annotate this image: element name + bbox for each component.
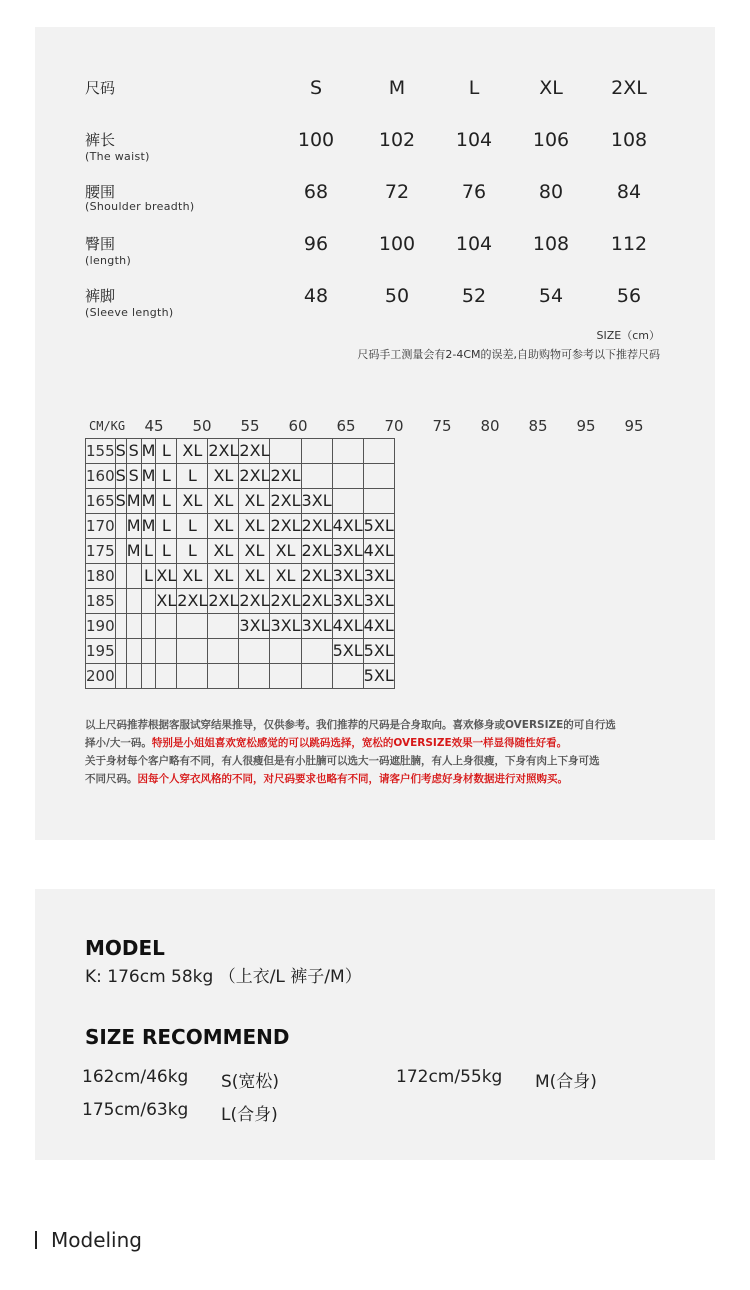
grid-cell [363,489,394,514]
grid-cell: M [141,464,156,489]
grid-cell: L [141,539,156,564]
grid-cell: 2XL [301,514,332,539]
grid-cell: 4XL [332,614,363,639]
grid-cell: L [156,514,177,539]
grid-cell: L [141,564,156,589]
grid-cell [301,439,332,464]
grid-cell [115,639,126,664]
note-text: 择小/大一码。 [85,737,152,749]
grid-cell: 2XL [270,464,301,489]
note-highlight: 因每个人穿衣风格的不同，对尺码要求也略有不同，请客户们考虑好身材数据进行对照购买。 [137,773,568,785]
grid-cell: 2XL [208,439,239,464]
grid-cell [115,564,126,589]
grid-cell [208,664,239,689]
size-value: 96 [303,233,329,255]
grid-cell: 4XL [363,614,394,639]
title-bar-accent [35,1231,37,1249]
grid-cell [270,639,301,664]
grid-cell: XL [208,539,239,564]
weight-label: 95 [576,417,596,435]
grid-cell: 4XL [363,539,394,564]
note-line: 关于身材每个客户略有不同，有人很瘦但是有小肚腩可以选大一码遮肚腩，有人上身很瘦，下身有肉上下身可选 [85,755,600,767]
row-sublabel: (The waist) [85,150,150,163]
grid-cell: S [115,439,126,464]
grid-row [86,539,395,564]
grid-cell [301,664,332,689]
size-value: 112 [610,233,648,255]
recommend-spec: 162cm/46kg [82,1067,189,1087]
grid-cell [156,664,177,689]
grid-row [86,564,395,589]
size-value: 100 [297,129,335,151]
grid-cell: L [177,539,208,564]
grid-cell: 2XL [208,589,239,614]
size-value: 108 [532,233,570,255]
height-label: 180 [86,564,116,589]
grid-row [86,514,395,539]
weight-label: 60 [288,417,308,435]
size-value: 54 [538,285,564,307]
grid-cell: 3XL [239,614,270,639]
grid-cell: 2XL [270,489,301,514]
grid-cell: L [177,464,208,489]
grid-cell: XL [239,539,270,564]
measurement-error-note: 尺码手工测量会有2-4CM的误差,自助购物可参考以下推荐尺码 [357,348,660,361]
grid-cell [115,539,126,564]
weight-label: 65 [336,417,356,435]
size-value: 108 [610,129,648,151]
size-m: M [388,77,406,99]
grid-cell [332,439,363,464]
grid-cell: 2XL [270,514,301,539]
size-value: 50 [384,285,410,307]
grid-cell [363,464,394,489]
grid-cell: S [115,489,126,514]
grid-cell: L [156,539,177,564]
grid-cell: XL [239,514,270,539]
grid-cell [126,614,141,639]
grid-cell: XL [208,464,239,489]
grid-cell: M [126,539,141,564]
size-xl: XL [539,77,563,99]
grid-cell: L [156,489,177,514]
grid-cell [141,664,156,689]
note-line [85,770,665,788]
grid-row [86,589,395,614]
grid-cell: XL [156,564,177,589]
grid-cell: S [126,464,141,489]
size-chart-panel [35,27,715,840]
grid-cell [239,664,270,689]
grid-cell [115,514,126,539]
grid-cell: XL [156,589,177,614]
model-heading: MODEL [85,936,165,960]
row-label: 裤长 [85,131,116,149]
grid-cell: XL [208,489,239,514]
size-header-label: 尺码 [85,79,116,97]
recommend-size: S(宽松) [221,1072,280,1092]
row-label: 臀围 [85,235,116,253]
grid-cell [177,614,208,639]
grid-cell [270,664,301,689]
model-info: K: 176cm 58kg （上衣/L 裤子/M） [85,967,362,987]
size-value: 76 [461,181,487,203]
grid-cell: M [126,489,141,514]
size-unit-note: SIZE（cm） [596,329,660,342]
size-value: 72 [384,181,410,203]
height-label: 195 [86,639,116,664]
size-value: 84 [616,181,642,203]
size-value: 80 [538,181,564,203]
grid-cell [141,614,156,639]
grid-cell: 5XL [363,639,394,664]
grid-cell: 5XL [332,639,363,664]
grid-cell: XL [208,564,239,589]
size-value: 52 [461,285,487,307]
grid-cell [126,639,141,664]
grid-cell: 3XL [332,589,363,614]
grid-cell [208,639,239,664]
weight-label: 80 [480,417,500,435]
weight-label: 70 [384,417,404,435]
recommend-spec: 172cm/55kg [396,1067,503,1087]
grid-cell [156,614,177,639]
grid-cell: 2XL [177,589,208,614]
grid-cell [115,589,126,614]
grid-cell: M [141,514,156,539]
height-label: 185 [86,589,116,614]
row-label: 腰围 [85,183,116,201]
note-line [85,734,665,752]
weight-header-row [85,417,665,437]
grid-cell: 2XL [301,564,332,589]
grid-cell [332,464,363,489]
size-value: 102 [378,129,416,151]
size-value: 104 [455,233,493,255]
size-value: 68 [303,181,329,203]
grid-cell: XL [208,514,239,539]
grid-cell [208,614,239,639]
grid-cell: 3XL [270,614,301,639]
grid-cell: XL [239,489,270,514]
size-value: 56 [616,285,642,307]
grid-cell: 3XL [332,564,363,589]
grid-cell: 2XL [239,439,270,464]
weight-label: 95 [624,417,644,435]
grid-row [86,639,395,664]
grid-cell: XL [177,489,208,514]
section-title: Modeling [51,1228,142,1252]
grid-cell [332,489,363,514]
size-value: 48 [303,285,329,307]
grid-cell: 3XL [301,614,332,639]
size-grid [85,438,395,689]
grid-cell: XL [177,439,208,464]
grid-cell: 5XL [363,514,394,539]
grid-cell [301,464,332,489]
grid-cell: 3XL [301,489,332,514]
grid-row [86,464,395,489]
grid-cell: 2XL [239,464,270,489]
weight-label: 55 [240,417,260,435]
grid-cell: 2XL [270,589,301,614]
grid-cell: 3XL [363,564,394,589]
grid-cell [239,639,270,664]
grid-cell [177,664,208,689]
row-sublabel: (Sleeve length) [85,306,174,319]
grid-cell: 2XL [301,589,332,614]
grid-cell [270,439,301,464]
grid-cell: 2XL [301,539,332,564]
height-label: 160 [86,464,116,489]
weight-label: 75 [432,417,452,435]
grid-cell: 3XL [332,539,363,564]
height-label: 190 [86,614,116,639]
corner-label: CM/KG [89,419,126,433]
grid-cell: 2XL [239,589,270,614]
grid-row [86,664,395,689]
recommend-heading: SIZE RECOMMEND [85,1025,290,1049]
recommend-size: L(合身) [221,1105,278,1125]
grid-row [86,614,395,639]
grid-row [86,439,395,464]
grid-cell: XL [270,539,301,564]
row-sublabel: (Shoulder breadth) [85,200,195,213]
grid-cell: S [126,439,141,464]
grid-cell: S [115,464,126,489]
grid-cell: XL [239,564,270,589]
grid-cell [332,664,363,689]
grid-cell: L [156,464,177,489]
height-label: 165 [86,489,116,514]
grid-cell [363,439,394,464]
note-line: 以上尺码推荐根据客服试穿结果推导，仅供参考。我们推荐的尺码是合身取向。喜欢修身或OVERSIZE的可自行选 [85,719,616,731]
size-value: 104 [455,129,493,151]
grid-cell: M [126,514,141,539]
grid-cell [115,664,126,689]
model-panel [35,889,715,1160]
grid-cell [156,639,177,664]
height-label: 175 [86,539,116,564]
grid-cell: 3XL [363,589,394,614]
grid-row [86,489,395,514]
grid-cell [141,589,156,614]
grid-cell: XL [270,564,301,589]
note-text: 不同尺码。 [85,773,138,785]
recommend-spec: 175cm/63kg [82,1100,189,1120]
grid-cell [301,639,332,664]
grid-cell: 4XL [332,514,363,539]
recommend-size: M(合身) [535,1072,597,1092]
size-s: S [309,77,323,99]
weight-label: 85 [528,417,548,435]
weight-label: 45 [144,417,164,435]
grid-cell [126,664,141,689]
height-label: 200 [86,664,116,689]
grid-cell: 5XL [363,664,394,689]
grid-cell [115,614,126,639]
note-highlight: 特别是小姐姐喜欢宽松感觉的可以跳码选择，宽松的OVERSIZE效果一样显得随性好看。 [151,737,568,749]
size-2xl: 2XL [611,77,647,99]
grid-cell: M [141,439,156,464]
grid-cell [177,639,208,664]
grid-cell [141,639,156,664]
row-sublabel: (length) [85,254,132,267]
weight-label: 50 [192,417,212,435]
size-value: 106 [532,129,570,151]
grid-cell: XL [177,564,208,589]
height-label: 155 [86,439,116,464]
grid-cell [126,589,141,614]
grid-cell: L [156,439,177,464]
height-label: 170 [86,514,116,539]
grid-cell [126,564,141,589]
grid-cell: M [141,489,156,514]
grid-cell: L [177,514,208,539]
size-notes [85,716,665,788]
row-label: 裤脚 [85,287,116,305]
size-value: 100 [378,233,416,255]
size-l: L [468,77,480,99]
